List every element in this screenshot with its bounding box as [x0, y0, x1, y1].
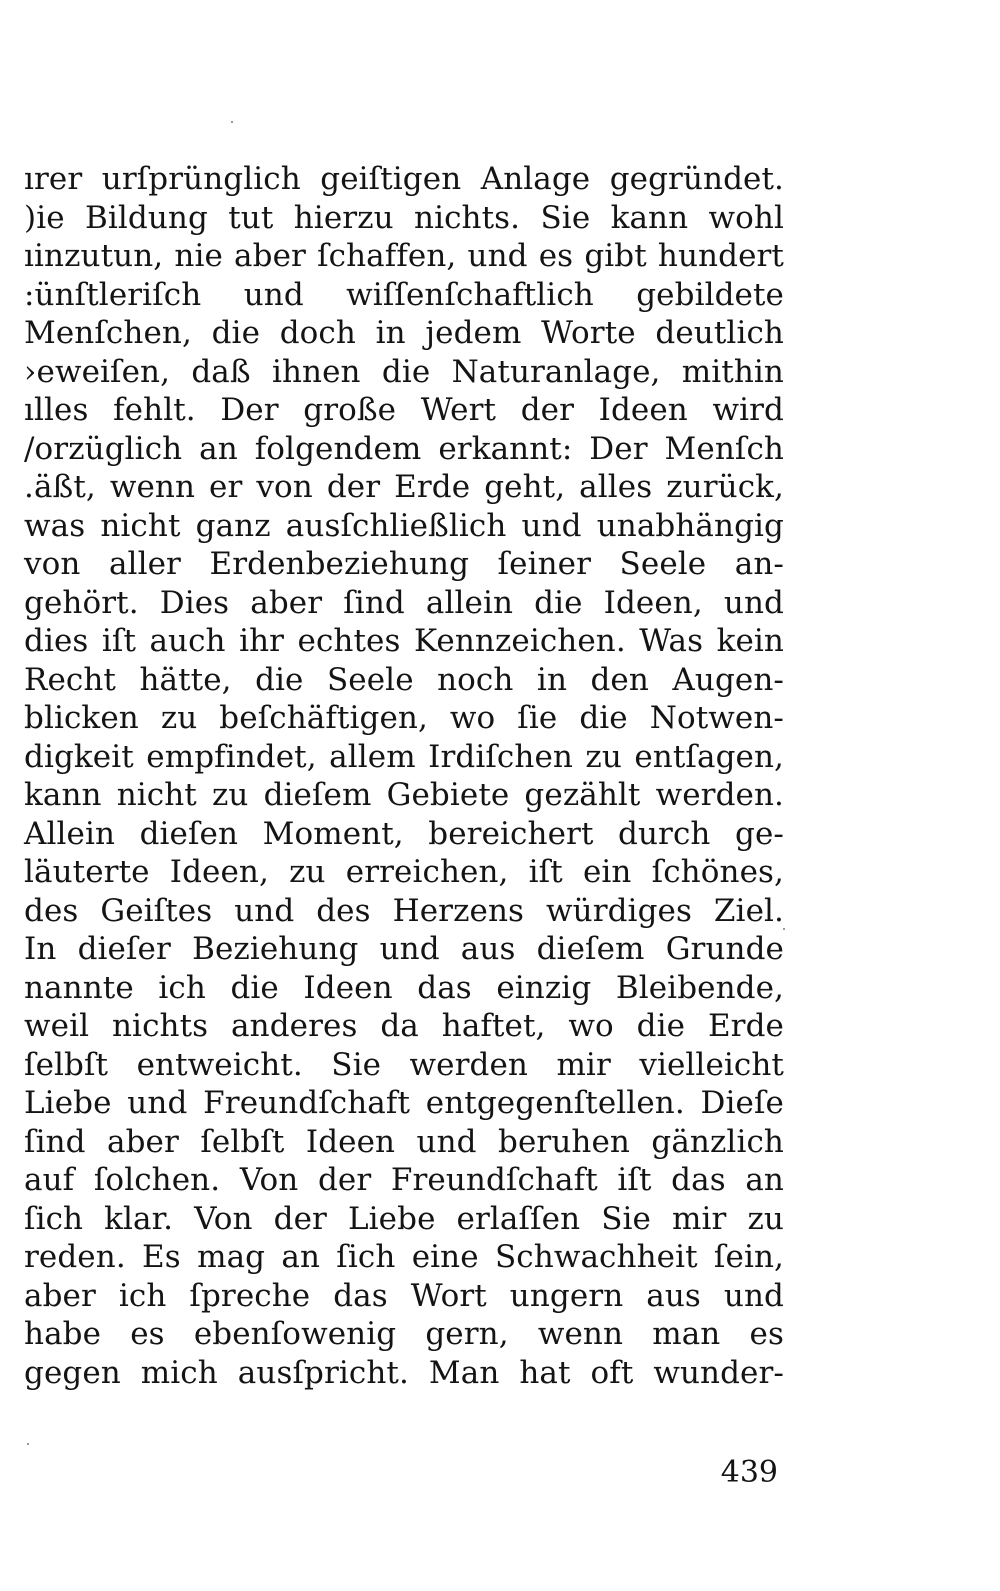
- text-line: von aller Erdenbeziehung ſeiner Seele an-: [24, 546, 784, 582]
- text-line: reden. Es mag an ſich eine Schwachheit ſein,: [24, 1239, 784, 1275]
- text-line: läuterte Ideen, zu erreichen, iſt ein ſchönes,: [24, 854, 784, 890]
- text-line: )ie Bildung tut hierzu nichts. Sie kann wohl: [24, 199, 784, 236]
- text-line: was nicht ganz ausſchließlich und unabhängig: [24, 507, 784, 544]
- text-line: .äßt, wenn er von der Erde geht, alles zurück,: [24, 469, 784, 505]
- text-line: habe es ebenſowenig gern, wenn man es: [24, 1316, 784, 1352]
- text-line: Allein dieſen Moment, bereichert durch ge-: [24, 815, 784, 852]
- text-line: /orzüglich an folgendem erkannt: Der Menſch: [24, 430, 784, 467]
- text-line: auf ſolchen. Von der Freundſchaft iſt das an: [24, 1162, 784, 1198]
- page-number: 439: [720, 1455, 778, 1490]
- text-line: ırer urſprünglich geiſtigen Anlage gegründet.: [24, 161, 784, 197]
- text-line: ſelbſt entweicht. Sie werden mir vielleicht: [24, 1046, 784, 1083]
- print-speck: [27, 1443, 29, 1445]
- text-line: dies iſt auch ihr echtes Kennzeichen. Was kein: [24, 623, 784, 659]
- body-text: [24, 160, 784, 1392]
- text-line: ſind aber ſelbſt Ideen und beruhen gänzlich: [24, 1123, 784, 1160]
- text-line: ılles fehlt. Der große Wert der Ideen wird: [24, 392, 784, 428]
- text-line: Menſchen, die doch in jedem Worte deutlich: [24, 315, 784, 351]
- text-line: In dieſer Beziehung und aus dieſem Grunde: [24, 931, 784, 967]
- text-line: nannte ich die Ideen das einzig Bleibende,: [24, 969, 784, 1006]
- text-line: gehört. Dies aber ſind allein die Ideen, und: [24, 584, 784, 621]
- text-line: ſich klar. Von der Liebe erlaſſen Sie mir zu: [24, 1200, 784, 1237]
- text-line: kann nicht zu dieſem Gebiete gezählt werden.: [24, 777, 784, 813]
- text-line: aber ich ſpreche das Wort ungern aus und: [24, 1277, 784, 1314]
- text-line: ›eweiſen, daß ihnen die Naturanlage, mithin: [24, 353, 784, 390]
- text-line: ıinzutun, nie aber ſchaffen, und es gibt hundert: [24, 238, 784, 274]
- text-line: digkeit empfindet, allem Irdiſchen zu entſagen,: [24, 738, 784, 775]
- text-line: gegen mich ausſpricht. Man hat oft wunder-: [24, 1354, 784, 1391]
- text-line: :ünſtleriſch und wiſſenſchaftlich gebildete: [24, 276, 784, 313]
- text-line: Recht hätte, die Seele noch in den Augen-: [24, 661, 784, 698]
- print-speck: [231, 121, 233, 123]
- text-line: Liebe und Freundſchaft entgegenſtellen. Dieſe: [24, 1085, 784, 1121]
- text-line: blicken zu beſchäftigen, wo ſie die Notwen-: [24, 700, 784, 736]
- text-line: weil nichts anderes da haftet, wo die Erde: [24, 1008, 784, 1044]
- text-line: des Geiſtes und des Herzens würdiges Ziel.: [24, 892, 784, 929]
- print-speck: [783, 928, 785, 930]
